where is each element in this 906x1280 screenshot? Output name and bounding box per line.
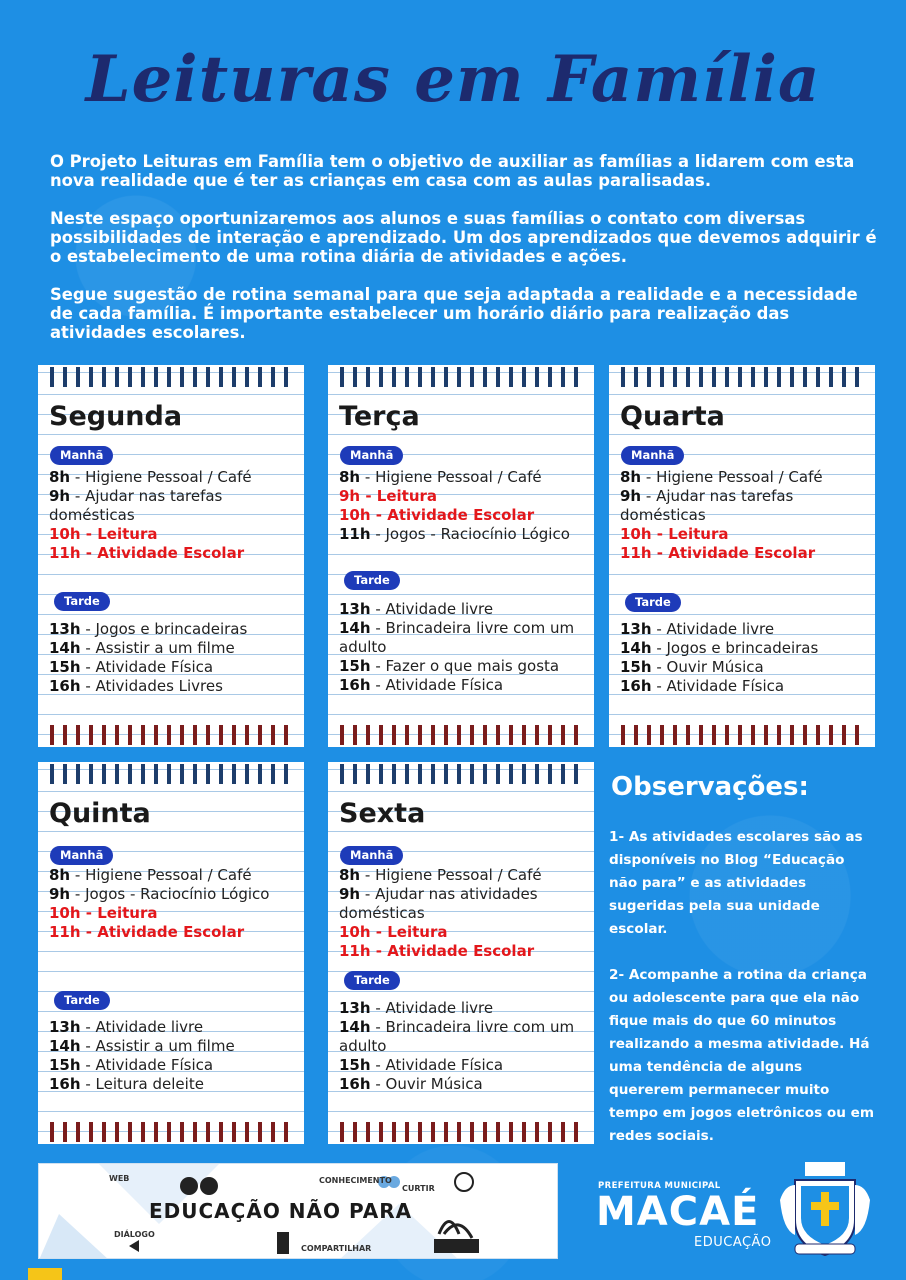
morning-badge: Manhã: [340, 446, 403, 465]
schedule-activity: - Brincadeira livre com um adulto: [339, 619, 575, 656]
banner-curtir-label: CURTIR: [402, 1184, 435, 1193]
intro-paragraph: O Projeto Leituras em Família tem o objetivo de auxiliar as famílias a lidarem com esta nova realidade que é ter as crianças em casa com as aulas paralisadas.: [50, 152, 855, 190]
schedule-activity: - Atividade Escolar: [80, 923, 245, 941]
schedule-activity: - Atividade livre: [80, 1018, 204, 1036]
schedule-item: [49, 468, 298, 487]
schedule-list: [339, 600, 588, 695]
macae-crest-icon: [775, 1160, 875, 1260]
schedule-item: [339, 600, 588, 619]
schedule-list: [339, 468, 588, 544]
schedule-hour: 16h: [620, 677, 652, 695]
observations-title: Observações:: [611, 772, 809, 802]
schedule-hour: 14h: [339, 1018, 371, 1036]
schedule-activity: - Ajudar nas tarefas domésticas: [620, 487, 794, 524]
notebook-rings-bottom: [621, 725, 863, 745]
schedule-item: [49, 525, 298, 544]
schedule-item: [49, 658, 298, 677]
schedule-activity: - Assistir a um filme: [80, 639, 235, 657]
schedule-hour: 16h: [49, 1075, 81, 1093]
intro-paragraph: Segue sugestão de rotina semanal para que seja adaptada a realidade e a necessidade de cada família. É importante estabelecer um horário diário para realização das atividades escolares.: [50, 285, 858, 342]
schedule-list: [339, 866, 588, 961]
schedule-hour: 8h: [339, 468, 361, 486]
notebook-rings-top: [50, 367, 292, 387]
schedule-item: [49, 885, 298, 904]
schedule-activity: - Leitura: [651, 525, 729, 543]
schedule-item: [49, 620, 298, 639]
day-title: Terça: [339, 401, 420, 432]
schedule-item: [339, 885, 588, 923]
schedule-item: [339, 1018, 588, 1056]
schedule-hour: 16h: [49, 677, 81, 695]
schedule-item: [339, 942, 588, 961]
schedule-hour: 10h: [339, 923, 371, 941]
notebook-rings-top: [50, 764, 292, 784]
schedule-item: [339, 999, 588, 1018]
schedule-hour: 13h: [49, 1018, 81, 1036]
schedule-hour: 16h: [339, 676, 371, 694]
logo-macae: MACAÉ: [596, 1189, 760, 1235]
schedule-activity: - Atividade Escolar: [651, 544, 816, 562]
schedule-item: [620, 677, 869, 696]
schedule-hour: 11h: [49, 544, 81, 562]
schedule-item: [339, 619, 588, 657]
page-title: Leituras em Família: [85, 42, 821, 117]
schedule-hour: 11h: [620, 544, 652, 562]
observation-item: 1- As atividades escolares são as disponíveis no Blog “Educação não para” e as atividades sugeridas pela sua unidade escolar.: [609, 829, 863, 937]
schedule-hour: 14h: [49, 639, 81, 657]
schedule-item: [49, 677, 298, 696]
schedule-activity: - Jogos - Raciocínio Lógico: [70, 885, 270, 903]
schedule-activity: - Atividade Física: [80, 658, 214, 676]
schedule-activity: - Assistir a um filme: [80, 1037, 235, 1055]
observations-text: [609, 826, 875, 1171]
schedule-hour: 13h: [339, 999, 371, 1017]
schedule-activity: - Leitura deleite: [80, 1075, 204, 1093]
schedule-activity: - Atividade livre: [370, 600, 494, 618]
notebook-rings-top: [340, 367, 582, 387]
schedule-item: [620, 620, 869, 639]
schedule-activity: - Fazer o que mais gosta: [370, 657, 560, 675]
schedule-activity: - Ajudar nas tarefas domésticas: [49, 487, 223, 524]
schedule-activity: - Atividade Escolar: [370, 942, 535, 960]
schedule-item: [49, 923, 298, 942]
schedule-hour: 10h: [49, 525, 81, 543]
schedule-item: [339, 487, 588, 506]
afternoon-badge: Tarde: [625, 593, 681, 612]
schedule-item: [620, 639, 869, 658]
schedule-list: [620, 620, 869, 696]
schedule-item: [49, 639, 298, 658]
day-title: Segunda: [49, 401, 183, 432]
morning-badge: Manhã: [50, 446, 113, 465]
educacao-nao-para-banner: [38, 1163, 558, 1259]
afternoon-badge: Tarde: [344, 971, 400, 990]
schedule-list: [620, 468, 869, 563]
schedule-item: [339, 1075, 588, 1094]
schedule-activity: - Atividade Escolar: [80, 544, 245, 562]
banner-dialogo-label: DIÁLOGO: [114, 1230, 155, 1239]
schedule-activity: - Atividade Escolar: [370, 506, 535, 524]
schedule-hour: 8h: [339, 866, 361, 884]
schedule-activity: - Ouvir Música: [651, 658, 764, 676]
schedule-activity: - Higiene Pessoal / Café: [360, 468, 542, 486]
schedule-hour: 11h: [49, 923, 81, 941]
schedule-list: [339, 999, 588, 1094]
schedule-hour: 11h: [339, 525, 371, 543]
schedule-hour: 9h: [339, 487, 361, 505]
schedule-hour: 15h: [339, 1056, 371, 1074]
schedule-hour: 10h: [339, 506, 371, 524]
schedule-activity: - Atividade livre: [370, 999, 494, 1017]
day-card-quinta: [38, 762, 304, 1144]
schedule-item: [49, 866, 298, 885]
intro-text: [50, 152, 880, 361]
banner-title: EDUCAÇÃO NÃO PARA: [149, 1199, 413, 1223]
schedule-item: [339, 506, 588, 525]
schedule-activity: - Jogos e brincadeiras: [651, 639, 819, 657]
schedule-item: [49, 1056, 298, 1075]
schedule-activity: - Jogos - Raciocínio Lógico: [370, 525, 570, 543]
day-card-terça: [328, 365, 594, 747]
day-title: Quarta: [620, 401, 725, 432]
schedule-item: [49, 1075, 298, 1094]
schedule-item: [339, 676, 588, 695]
banner-compartilhar-label: COMPARTILHAR: [301, 1244, 372, 1253]
corner-accent: [28, 1268, 62, 1280]
schedule-item: [339, 923, 588, 942]
schedule-activity: - Atividade livre: [651, 620, 775, 638]
schedule-hour: 15h: [620, 658, 652, 676]
notebook-rings-top: [340, 764, 582, 784]
schedule-activity: - Leitura: [80, 525, 158, 543]
schedule-hour: 14h: [49, 1037, 81, 1055]
schedule-hour: 9h: [339, 885, 361, 903]
schedule-activity: - Ajudar nas atividades domésticas: [339, 885, 538, 922]
schedule-activity: - Atividade Física: [370, 1056, 504, 1074]
schedule-item: [339, 525, 588, 544]
schedule-hour: 13h: [49, 620, 81, 638]
schedule-hour: 14h: [620, 639, 652, 657]
schedule-hour: 13h: [620, 620, 652, 638]
schedule-item: [620, 658, 869, 677]
schedule-hour: 13h: [339, 600, 371, 618]
logo-educacao-label: EDUCAÇÃO: [694, 1235, 772, 1250]
schedule-hour: 10h: [620, 525, 652, 543]
schedule-item: [339, 1056, 588, 1075]
morning-badge: Manhã: [50, 846, 113, 865]
notebook-rings-bottom: [50, 1122, 292, 1142]
schedule-activity: - Ouvir Música: [370, 1075, 483, 1093]
schedule-list: [49, 866, 298, 942]
banner-conhecimento-label: CONHECIMENTO: [319, 1176, 392, 1185]
schedule-hour: 8h: [49, 468, 71, 486]
schedule-activity: - Leitura: [370, 923, 448, 941]
schedule-hour: 16h: [339, 1075, 371, 1093]
schedule-item: [339, 866, 588, 885]
notebook-rings-bottom: [340, 725, 582, 745]
schedule-item: [620, 544, 869, 563]
schedule-item: [49, 544, 298, 563]
schedule-hour: 9h: [49, 487, 71, 505]
schedule-hour: 11h: [339, 942, 371, 960]
notebook-rings-bottom: [50, 725, 292, 745]
schedule-activity: - Brincadeira livre com um adulto: [339, 1018, 575, 1055]
schedule-hour: 14h: [339, 619, 371, 637]
schedule-list: [49, 1018, 298, 1094]
day-card-quarta: [609, 365, 875, 747]
schedule-activity: - Atividade Física: [651, 677, 785, 695]
schedule-hour: 15h: [49, 658, 81, 676]
schedule-activity: - Higiene Pessoal / Café: [70, 866, 252, 884]
banner-web-label: WEB: [109, 1174, 130, 1183]
notebook-rings-top: [621, 367, 863, 387]
schedule-hour: 9h: [620, 487, 642, 505]
schedule-activity: - Jogos e brincadeiras: [80, 620, 248, 638]
schedule-item: [49, 904, 298, 923]
schedule-activity: - Higiene Pessoal / Café: [641, 468, 823, 486]
schedule-hour: 15h: [339, 657, 371, 675]
afternoon-badge: Tarde: [54, 991, 110, 1010]
day-title: Sexta: [339, 798, 426, 829]
observation-item: 2- Acompanhe a rotina da criança ou adolescente para que ela não fique mais do que 60 minutos realizando a mesma atividade. Há uma tendência de alguns quererem permanecer muito tempo em jogos eletrônicos ou em redes sociais.: [609, 967, 875, 1144]
schedule-item: [620, 468, 869, 487]
schedule-item: [49, 1037, 298, 1056]
notebook-rings-bottom: [340, 1122, 582, 1142]
schedule-activity: - Higiene Pessoal / Café: [360, 866, 542, 884]
day-card-segunda: [38, 365, 304, 747]
morning-badge: Manhã: [621, 446, 684, 465]
schedule-hour: 9h: [49, 885, 71, 903]
schedule-activity: - Atividade Física: [80, 1056, 214, 1074]
schedule-hour: 15h: [49, 1056, 81, 1074]
schedule-hour: 8h: [620, 468, 642, 486]
schedule-item: [339, 657, 588, 676]
schedule-item: [339, 468, 588, 487]
schedule-item: [49, 1018, 298, 1037]
schedule-activity: - Atividade Física: [370, 676, 504, 694]
schedule-item: [49, 487, 298, 525]
schedule-list: [49, 620, 298, 696]
day-card-sexta: [328, 762, 594, 1144]
morning-badge: Manhã: [340, 846, 403, 865]
schedule-activity: - Atividades Livres: [80, 677, 223, 695]
schedule-item: [620, 487, 869, 525]
intro-paragraph: Neste espaço oportunizaremos aos alunos e suas famílias o contato com diversas possibilidades de interação e aprendizado. Um dos aprendizados que devemos adquirir é o estabelecimento de uma rotina diária de atividades e ações.: [50, 209, 877, 266]
day-title: Quinta: [49, 798, 151, 829]
afternoon-badge: Tarde: [54, 592, 110, 611]
afternoon-badge: Tarde: [344, 571, 400, 590]
schedule-list: [49, 468, 298, 563]
schedule-item: [620, 525, 869, 544]
schedule-hour: 10h: [49, 904, 81, 922]
schedule-activity: - Higiene Pessoal / Café: [70, 468, 252, 486]
schedule-activity: - Leitura: [80, 904, 158, 922]
schedule-activity: - Leitura: [360, 487, 438, 505]
logo-prefeitura-label: PREFEITURA MUNICIPAL: [598, 1181, 721, 1191]
schedule-hour: 8h: [49, 866, 71, 884]
